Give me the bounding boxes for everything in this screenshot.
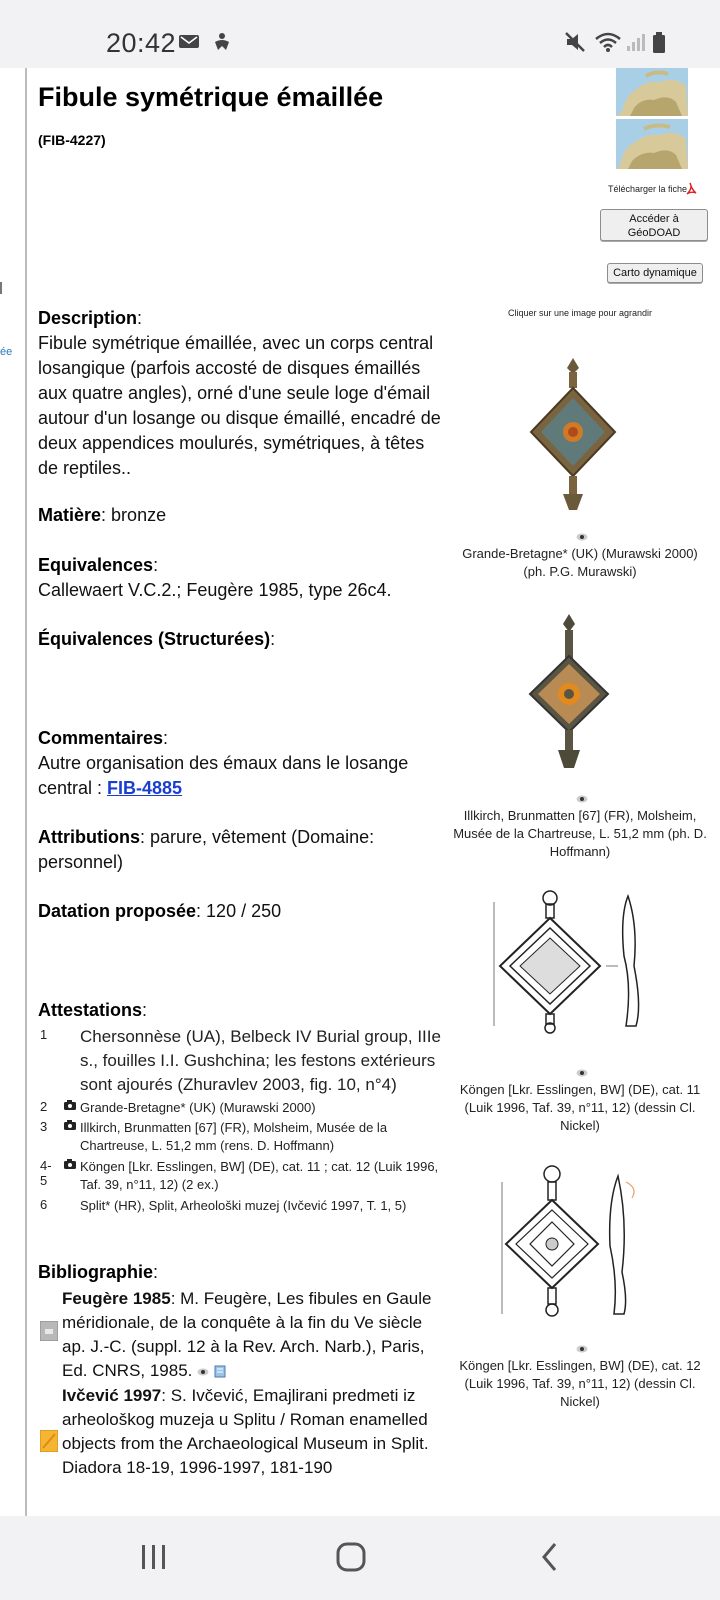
datation-section: Datation proposée: 120 / 250 bbox=[38, 901, 282, 921]
left-divider bbox=[25, 68, 27, 1516]
commentaires-label: Commentaires bbox=[38, 728, 164, 748]
attestation-text: Grande-Bretagne* (UK) (Murawski 2000) bbox=[80, 1100, 316, 1115]
wifi-icon bbox=[594, 32, 622, 52]
accessibility-icon bbox=[210, 32, 232, 52]
home-icon[interactable] bbox=[336, 1542, 366, 1572]
recent-apps-icon[interactable] bbox=[140, 1544, 168, 1570]
view-icon[interactable] bbox=[576, 1068, 588, 1078]
view-icon[interactable] bbox=[576, 1344, 588, 1354]
geodoad-label-line1: Accéder à bbox=[629, 213, 679, 225]
status-bar bbox=[0, 0, 720, 68]
bibliography-author: Feugère 1985 bbox=[62, 1289, 171, 1308]
attributions-value: parure, vêtement (Domaine: personnel) bbox=[38, 827, 375, 872]
bibliography-citation: : S. Ivčević, Emajlirani predmeti iz arheološkog muzeja u Splitu / Roman enamelled objects from the Archaeological Museum in Split. Diadora 18-19, 1996-1997, 181-190 bbox=[62, 1386, 429, 1477]
image-caption: Köngen [Lkr. Esslingen, BW] (DE), cat. 11 (Luik 1996, Taf. 39, n°11, 12) (dessin Cl. Nickel) bbox=[459, 1082, 701, 1133]
attestation-num: 3 bbox=[40, 1119, 48, 1134]
view-icon[interactable] bbox=[576, 532, 588, 542]
brooch-drawing-cat12[interactable] bbox=[496, 1162, 656, 1322]
image-caption: Köngen [Lkr. Esslingen, BW] (DE), cat. 12 (Luik 1996, Taf. 39, n°11, 12) (dessin Cl. Nickel) bbox=[459, 1358, 701, 1409]
equivalences-structurees-label: Équivalences (Structurées) bbox=[38, 629, 271, 649]
attestation-num: 4-5 bbox=[40, 1158, 52, 1188]
bibliographie-heading: Bibliographie: bbox=[38, 1262, 159, 1282]
distribution-map-thumbnail[interactable] bbox=[616, 68, 688, 118]
commentaires-section: Commentaires: Autre organisation des émaux dans le losange central : FIB-4885 bbox=[38, 728, 409, 798]
camera-icon[interactable] bbox=[64, 1159, 76, 1169]
carto-dynamique-button[interactable]: Carto dynamique bbox=[607, 263, 703, 283]
fib-4885-link[interactable]: FIB-4885 bbox=[107, 778, 183, 798]
geodoad-label-line2: GéoDOAD bbox=[627, 227, 681, 239]
commentaires-text: Autre organisation des émaux dans le losange central : bbox=[38, 753, 409, 798]
equivalences-value: Callewaert V.C.2.; Feugère 1985, type 26c4. bbox=[38, 580, 392, 600]
left-edge-link[interactable]: ée bbox=[0, 346, 13, 358]
attestations-label: Attestations bbox=[38, 1000, 143, 1020]
attestation-num: 6 bbox=[40, 1197, 48, 1212]
datation-label: Datation proposée bbox=[38, 901, 197, 921]
bibliography-author: Ivčević 1997 bbox=[62, 1386, 162, 1405]
attestations-heading: Attestations: bbox=[38, 1000, 148, 1020]
attestation-text: Chersonnèse (UA), Belbeck IV Burial group, IIIe s., fouilles I.I. Gushchina; les festons extérieurs sont ajourés (Zhuravlev 2003, fig. 10, n°4) bbox=[80, 1027, 441, 1094]
web-page[interactable] bbox=[0, 68, 720, 1516]
brooch-photo-illkirch[interactable] bbox=[524, 612, 614, 772]
bibliographie-label: Bibliographie bbox=[38, 1262, 154, 1282]
eye-icon[interactable] bbox=[197, 1366, 209, 1378]
journal-cover-icon[interactable] bbox=[40, 1430, 58, 1452]
matiere-label: Matière bbox=[38, 505, 102, 525]
attestation-text: Illkirch, Brunmatten [67] (FR), Molsheim, Musée de la Chartreuse, L. 51,2 mm (rens. D. Hoffmann) bbox=[80, 1120, 388, 1153]
description-section: Description: Fibule symétrique émaillée, avec un corps central losangique (parfois accosté de disques émaillés aux quatre angles), orné d'une seule loge d'émail autour d'un losange ou disque émaillé, encadré de deux appendices moulurés, symétriques, à têtes de reptiles.. bbox=[38, 306, 444, 481]
description-label: Description bbox=[38, 308, 138, 328]
description-text: Fibule symétrique émaillée, avec un corps central losangique (parfois accosté de disques émaillés aux quatre angles), orné d'une seule loge d'émail autour d'un losange ou disque émaillé, encadré de deux appendices moulurés, symétriques, à têtes de reptiles.. bbox=[38, 333, 441, 478]
matiere-section: Matière: bronze bbox=[38, 505, 167, 525]
image-caption: Grande-Bretagne* (UK) (Murawski 2000) (ph. P.G. Murawski) bbox=[462, 546, 698, 579]
bibliography-entry bbox=[62, 1287, 444, 1383]
clock: 20:42 bbox=[106, 28, 177, 58]
camera-icon[interactable] bbox=[64, 1120, 76, 1130]
equivalences-structurees-section: Équivalences (Structurées): bbox=[38, 629, 276, 649]
battery-icon bbox=[652, 32, 666, 54]
brooch-drawing-cat11[interactable] bbox=[488, 886, 664, 1036]
attestation-text: Split* (HR), Split, Arheološki muzej (Ivčević 1997, T. 1, 5) bbox=[80, 1198, 407, 1213]
message-icon bbox=[178, 32, 200, 50]
brooch-photo-uk[interactable] bbox=[527, 354, 619, 514]
book-cover-icon[interactable] bbox=[40, 1321, 58, 1341]
matiere-value: bronze bbox=[111, 505, 167, 525]
geodoad-button[interactable] bbox=[600, 209, 708, 241]
bibliography-entry bbox=[62, 1384, 444, 1480]
left-edge-mark bbox=[0, 282, 2, 294]
reference-code: (FIB-4227) bbox=[38, 132, 106, 148]
datation-value: 120 / 250 bbox=[206, 901, 282, 921]
pdf-icon[interactable] bbox=[684, 182, 697, 196]
mute-icon bbox=[564, 32, 586, 52]
signal-icon bbox=[626, 32, 646, 52]
distribution-map-thumbnail-2[interactable] bbox=[616, 119, 688, 169]
back-icon[interactable] bbox=[540, 1542, 560, 1572]
attributions-section: Attributions: parure, vêtement (Domaine: personnel) bbox=[38, 827, 375, 872]
attestation-num: 1 bbox=[40, 1027, 48, 1042]
navigation-bar bbox=[0, 1516, 720, 1600]
attributions-label: Attributions bbox=[38, 827, 140, 847]
view-icon[interactable] bbox=[576, 794, 588, 804]
click-to-enlarge-note: Cliquer sur une image pour agrandir bbox=[507, 308, 653, 318]
document-icon[interactable] bbox=[214, 1365, 227, 1378]
bibliography-citation: : M. Feugère, Les fibules en Gaule méridionale, de la conquête à la fin du Ve siècle ap. J.-C. (suppl. 12 à la Rev. Arch. Narb.), Paris, Ed. CNRS, 1985. bbox=[62, 1289, 432, 1380]
equivalences-label: Equivalences bbox=[38, 555, 154, 575]
equivalences-section: Equivalences: Callewaert V.C.2.; Feugère 1985, type 26c4. bbox=[38, 553, 444, 603]
camera-icon[interactable] bbox=[64, 1100, 76, 1110]
page-title: Fibule symétrique émaillée bbox=[38, 82, 384, 112]
download-sheet-link[interactable]: Télécharger la fiche bbox=[608, 184, 688, 194]
image-caption: Illkirch, Brunmatten [67] (FR), Molsheim, Musée de la Chartreuse, L. 51,2 mm (ph. D. Hoffmann) bbox=[453, 808, 707, 859]
attestation-num: 2 bbox=[40, 1099, 48, 1114]
attestation-text: Köngen [Lkr. Esslingen, BW] (DE), cat. 11 ; cat. 12 (Luik 1996, Taf. 39, n°11, 12) (2 ex.) bbox=[80, 1159, 439, 1192]
